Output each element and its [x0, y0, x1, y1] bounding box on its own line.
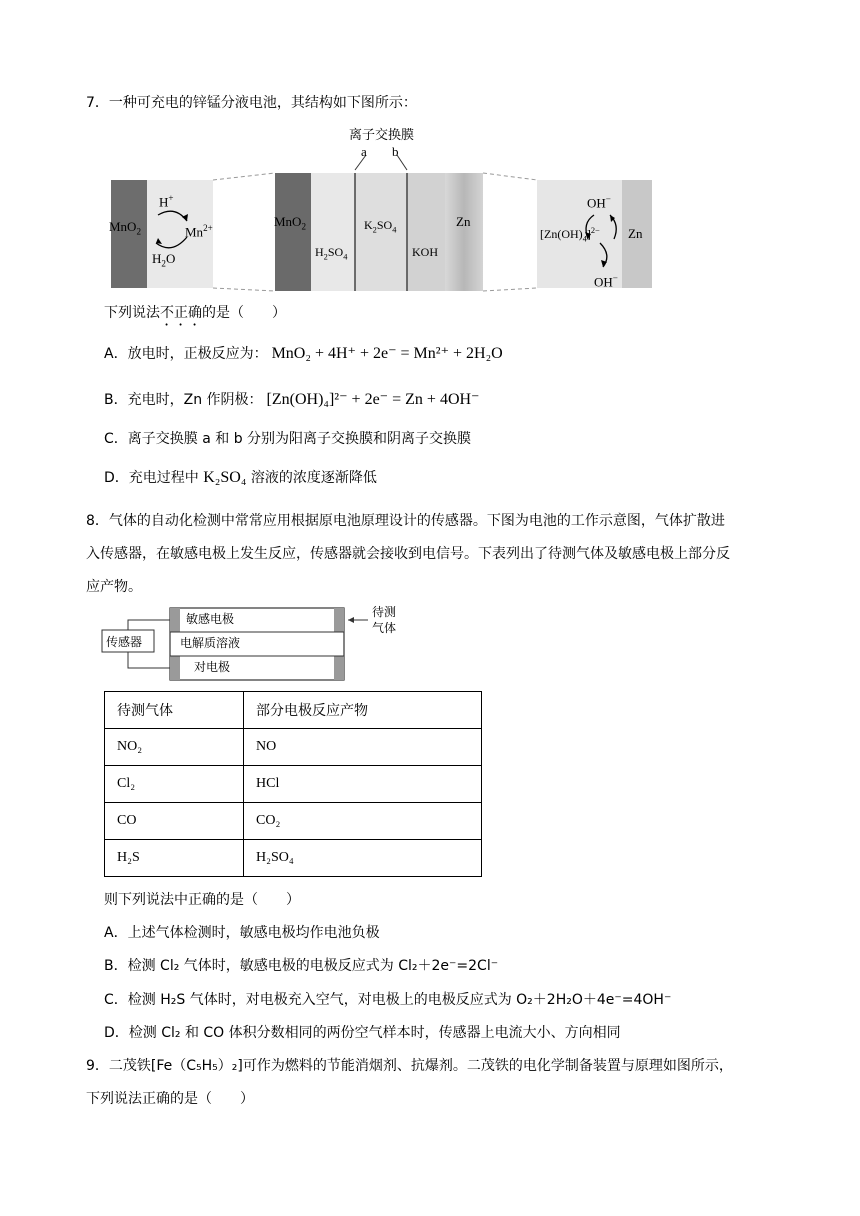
table-header-row	[105, 692, 482, 729]
mid-k2so4-label: $K_2SO_4$	[364, 218, 397, 235]
sensor-label: 传感器	[106, 635, 143, 649]
table-cell: NO	[244, 729, 482, 766]
table-row	[105, 803, 482, 840]
mid-mno2-label: MnO$_2$	[274, 214, 306, 232]
gas-label-line2: 气体	[372, 621, 397, 635]
sensor-diagram-svg	[96, 600, 416, 690]
q8-stem-line1: 8．气体的自动化检测中常常应用根据原电池原理设计的传感器。下图为电池的工作示意图，气体扩散进	[86, 513, 725, 529]
q7-prompt: 下列说法不正确的是（ ）	[104, 305, 286, 321]
q7-option-c: C．离子交换膜 a 和 b 分别为阳离子交换膜和阴离子交换膜	[104, 431, 472, 447]
mid-koh-label: KOH	[412, 245, 438, 259]
left-mn-ion-label: $Mn^{2+}$	[185, 223, 213, 240]
q7-option-b: B．充电时，Zn 作阴极： [Zn(OH)₄]²⁻ + 2e⁻ = Zn + 4OH⁻	[104, 391, 480, 408]
q8-option-d: D．检测 Cl₂ 和 CO 体积分数相同的两份空气样本时，传感器上电流大小、方向相同	[104, 1025, 621, 1041]
table-cell: H₂S	[105, 840, 244, 877]
table-cell: H₂SO₄	[244, 840, 482, 877]
gas-product-table	[104, 691, 482, 877]
q8-stem-line2: 入传感器，在敏感电极上发生反应，传感器就会接收到电信号。下表列出了待测气体及敏感电极上部分反	[86, 546, 730, 562]
q8-option-a: A．上述气体检测时，敏感电极均作电池负极	[104, 925, 380, 941]
membrane-title: 离子交换膜	[349, 127, 415, 142]
q8-stem-line3: 应产物。	[86, 579, 142, 595]
sensitive-electrode-label: 敏感电极	[186, 612, 235, 626]
table-cell: CO	[105, 803, 244, 840]
table-cell: NO₂	[105, 729, 244, 766]
q9-stem-line1: 9．二茂铁[Fe（C₅H₅）₂]可作为燃料的节能消烟剂、抗爆剂。二茂铁的电化学制备装置与原理如图所示，	[86, 1058, 733, 1074]
table-header-cell: 部分电极反应产物	[244, 692, 482, 729]
membrane-a-label: a	[361, 144, 367, 159]
mid-zn-label: Zn	[456, 214, 471, 229]
q8-option-c: C．检测 H₂S 气体时，对电极充入空气，对电极上的电极反应式为 O₂＋2H₂O＋4e⁻=4OH⁻	[104, 992, 672, 1008]
counter-electrode-label: 对电极	[194, 660, 231, 674]
right-oh-top-label: OH−	[587, 194, 611, 211]
table-row	[105, 766, 482, 803]
electrolyte-label: 电解质溶液	[180, 636, 241, 650]
battery-diagram-svg	[0, 115, 860, 415]
right-oh-bottom-label: OH−	[594, 273, 618, 290]
left-mno2-label: MnO$_2$	[109, 219, 141, 237]
table-row	[105, 840, 482, 877]
right-zn-label: Zn	[628, 226, 643, 241]
left-h-ion-label: H+	[159, 193, 174, 210]
q9-stem-line2: 下列说法正确的是（ ）	[86, 1091, 254, 1107]
q7-option-a: A．放电时，正极反应为： MnO₂ + 4H⁺ + 2e⁻ = Mn²⁺ + 2H₂O	[104, 345, 503, 362]
right-zn-complex-label: $[Zn(OH)_4]^{2-}$	[540, 226, 600, 244]
gas-label-line1: 待测	[372, 605, 397, 619]
table-cell: CO₂	[244, 803, 482, 840]
table-cell: HCl	[244, 766, 482, 803]
q8-prompt: 则下列说法中正确的是（ ）	[104, 892, 300, 908]
table-row	[105, 729, 482, 766]
membrane-b-label: b	[392, 144, 399, 159]
q7-option-d: D．充电过程中 K₂SO₄ 溶液的浓度逐渐降低	[104, 469, 377, 486]
table-header-cell: 待测气体	[105, 692, 244, 729]
mid-h2so4-label: $H_2SO_4$	[315, 245, 348, 262]
q7-stem: 7．一种可充电的锌锰分液电池，其结构如下图所示：	[86, 95, 417, 111]
left-h2o-label: $H_2O$	[152, 251, 176, 269]
q8-option-b: B．检测 Cl₂ 气体时，敏感电极的电极反应式为 Cl₂＋2e⁻=2Cl⁻	[104, 958, 499, 974]
table-cell: Cl₂	[105, 766, 244, 803]
